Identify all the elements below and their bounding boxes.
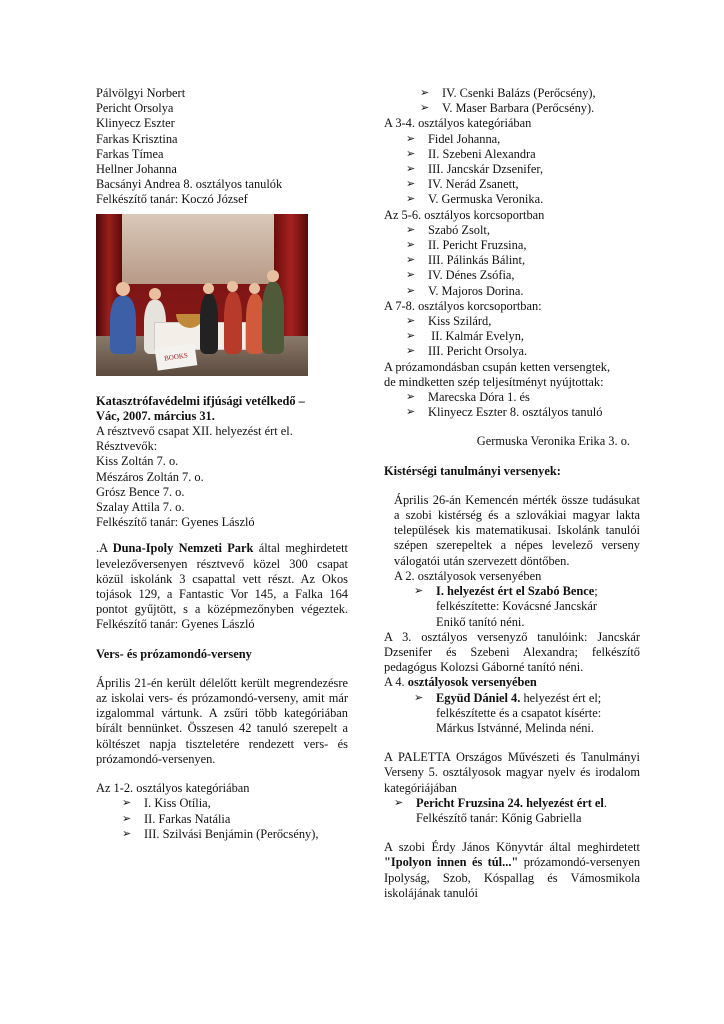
proza-line: de mindketten szép teljesítményt nyújtottak: <box>384 374 604 389</box>
cat78-heading: A 7-8. osztályos korcsoportban: <box>384 298 542 313</box>
list-item: ➢ V. Maser Barbara (Perőcsény). <box>420 101 595 116</box>
list-item: ➢ Pericht Fruzsina 24. helyezést ért el. <box>394 795 607 810</box>
class4-detail: felkészítette és a csapatot kísérte: <box>436 705 602 720</box>
kisterseg-paragraph: Április 26-án Kemencén mérték össze tudásukat a szobi kistérség és a szlovákiai magyar lakta települések kis matematikusai. Iskolánk tanulói szépen szerepeltek a népes levelező verseny válogatói után szervezett döntőben. <box>394 492 640 568</box>
bullet-arrow-icon: ➢ <box>406 345 416 358</box>
list-item: ➢ IV. Nerád Zsanett, <box>406 177 519 192</box>
list-item: ➢ Marecska Dóra 1. és <box>406 390 530 405</box>
bullet-arrow-icon: ➢ <box>406 330 416 343</box>
class4-heading: A 4. osztályosok versenyében <box>384 675 537 690</box>
class2-detail: Enikő tanító néni. <box>436 614 525 629</box>
bullet-arrow-icon: ➢ <box>406 178 416 191</box>
list-item: ➢ Fidel Johanna, <box>406 131 501 146</box>
bullet-arrow-icon: ➢ <box>406 269 416 282</box>
bullet-arrow-icon: ➢ <box>406 132 416 145</box>
katasztrofa-line: A résztvevő csapat XII. helyezést ért el. <box>96 424 293 439</box>
class4-detail: Márkus Istvánné, Melinda néni. <box>436 720 594 735</box>
bullet-arrow-icon: ➢ <box>414 585 424 598</box>
class3-paragraph: A 3. osztályos versenyző tanulóink: Jancskár Dzsenifer és Szebeni Alexandra; felkészítő pedagógus Kolozsi Gáborné tanító néni. <box>384 629 640 675</box>
cat56-heading: Az 5-6. osztályos korcsoportban <box>384 207 545 222</box>
right-column <box>384 86 640 901</box>
bullet-arrow-icon: ➢ <box>406 284 416 297</box>
list-item: ➢ Kiss Szilárd, <box>406 314 492 329</box>
list-item: ➢ Klinyecz Eszter 8. osztályos tanuló <box>406 405 603 420</box>
list-item: ➢ III. Szilvási Benjámin (Perőcsény), <box>122 826 319 841</box>
proza-line: A prózamondásban csupán ketten versengtek, <box>384 359 611 374</box>
teacher-line: Felkészítő tanár: Koczó József <box>96 192 248 207</box>
katasztrofa-date: Vác, 2007. március 31. <box>96 408 215 423</box>
katasztrofa-line: Résztvevők: <box>96 439 158 454</box>
team-list <box>96 86 348 208</box>
list-item: ➢ II. Farkas Natália <box>122 811 231 826</box>
list-item: ➢ V. Germuska Veronika. <box>406 192 544 207</box>
left-column <box>96 86 348 842</box>
team-member: Pericht Orsolya <box>96 101 174 116</box>
katasztrofa-line: Mészáros Zoltán 7. o. <box>96 469 204 484</box>
duna-paragraph: .A Duna-Ipoly Nemzeti Park által meghirdetett levelezőversenyen résztvevő közel 300 csapat közül iskolánk 3 csapattal vett részt. Az Okos tojások 129, a Fantastic Vor 145, a Falka 164 pontot gyűjtött, s a középmezőnyben végeztek. Felkészítő tanár: Gyenes László <box>96 541 348 632</box>
bullet-arrow-icon: ➢ <box>406 193 416 206</box>
bullet-arrow-icon: ➢ <box>406 147 416 160</box>
bullet-arrow-icon: ➢ <box>406 239 416 252</box>
team-member: Bacsányi Andrea 8. osztályos tanulók <box>96 177 283 192</box>
katasztrofa-line: Szalay Attila 7. o. <box>96 500 185 515</box>
bullet-arrow-icon: ➢ <box>420 102 430 115</box>
list-item: ➢ I. helyezést ért el Szabó Bence; <box>414 584 598 599</box>
paletta-detail: Felkészítő tanár: Kőnig Gabriella <box>416 810 582 825</box>
list-item: ➢ II. Kalmár Evelyn, <box>406 329 524 344</box>
list-item: ➢ Szabó Zsolt, <box>406 222 490 237</box>
list-item: ➢ III. Pálinkás Bálint, <box>406 253 526 268</box>
vers-heading: Vers- és prózamondó-verseny <box>96 646 252 661</box>
bullet-arrow-icon: ➢ <box>406 254 416 267</box>
team-member: Hellner Johanna <box>96 162 177 177</box>
team-member: Pálvölgyi Norbert <box>96 86 186 100</box>
katasztrofa-line: Grósz Bence 7. o. <box>96 484 185 499</box>
kisterseg-heading: Kistérségi tanulmányi versenyek: <box>384 463 561 478</box>
bullet-arrow-icon: ➢ <box>406 163 416 176</box>
photo-sign: BOOKS <box>155 343 198 370</box>
katasztrofa-title: Katasztrófavédelmi ifjúsági vetélkedő – <box>96 393 305 408</box>
bullet-arrow-icon: ➢ <box>406 406 416 419</box>
paletta-paragraph: A PALETTA Országos Művészeti és Tanulmányi Verseny 5. osztályosok magyar nyelv és irodalom kategóriájában <box>384 750 640 795</box>
erdy-paragraph: A szobi Érdy János Könyvtár által meghirdetett "Ipolyon innen és túl..." prózamondó-versenyen Ipolyság, Szob, Kóspallag és Vámosmikola iskolájának tanulói <box>384 840 641 900</box>
list-item: ➢ II. Szebeni Alexandra <box>406 146 536 161</box>
list-item: ➢ III. Pericht Orsolya. <box>406 344 528 359</box>
team-member: Farkas Tímea <box>96 146 164 161</box>
list-item: ➢ I. Kiss Otília, <box>122 796 211 811</box>
bullet-arrow-icon: ➢ <box>406 315 416 328</box>
cat12-heading: Az 1-2. osztályos kategóriában <box>96 781 250 796</box>
team-member: Farkas Krisztina <box>96 131 178 146</box>
list-item: ➢ III. Jancskár Dzsenifer, <box>406 162 544 177</box>
class2-detail: felkészítette: Kovácsné Jancskár <box>436 599 598 614</box>
stage-photo <box>96 214 308 376</box>
bullet-arrow-icon: ➢ <box>122 797 132 810</box>
vers-paragraph: Április 21-én került délelőtt került megrendezésre az iskolai vers- és prózamondó-verseny, amit már izgalommal vártunk. A zsűri több kategóriában bírált bennünket. Összesen 42 tanuló szerepelt a költészet napja tiszteletére rendezett vers- és prózamondó-versenyen. <box>96 675 348 766</box>
bullet-arrow-icon: ➢ <box>406 223 416 236</box>
katasztrofa-line: Kiss Zoltán 7. o. <box>96 454 179 469</box>
list-item: ➢ V. Majoros Dorina. <box>406 283 524 298</box>
bullet-arrow-icon: ➢ <box>406 391 416 404</box>
cat34-heading: A 3-4. osztályos kategóriában <box>384 116 532 131</box>
bullet-arrow-icon: ➢ <box>122 812 132 825</box>
team-member: Klinyecz Eszter <box>96 116 175 131</box>
bullet-arrow-icon: ➢ <box>122 827 132 840</box>
bullet-arrow-icon: ➢ <box>394 796 404 809</box>
list-item: ➢ IV. Csenki Balázs (Perőcsény), <box>420 86 596 100</box>
bullet-arrow-icon: ➢ <box>414 691 424 704</box>
signature: Germuska Veronika Erika 3. o. <box>476 434 630 449</box>
list-item: ➢ Együd Dániel 4. helyezést ért el; <box>414 690 602 705</box>
list-item: ➢ IV. Dénes Zsófia, <box>406 268 515 283</box>
list-item: ➢ II. Pericht Fruzsina, <box>406 238 527 253</box>
katasztrofa-line: Felkészítő tanár: Gyenes László <box>96 515 255 530</box>
class2-heading: A 2. osztályosok versenyében <box>394 568 542 583</box>
bullet-arrow-icon: ➢ <box>420 87 430 99</box>
